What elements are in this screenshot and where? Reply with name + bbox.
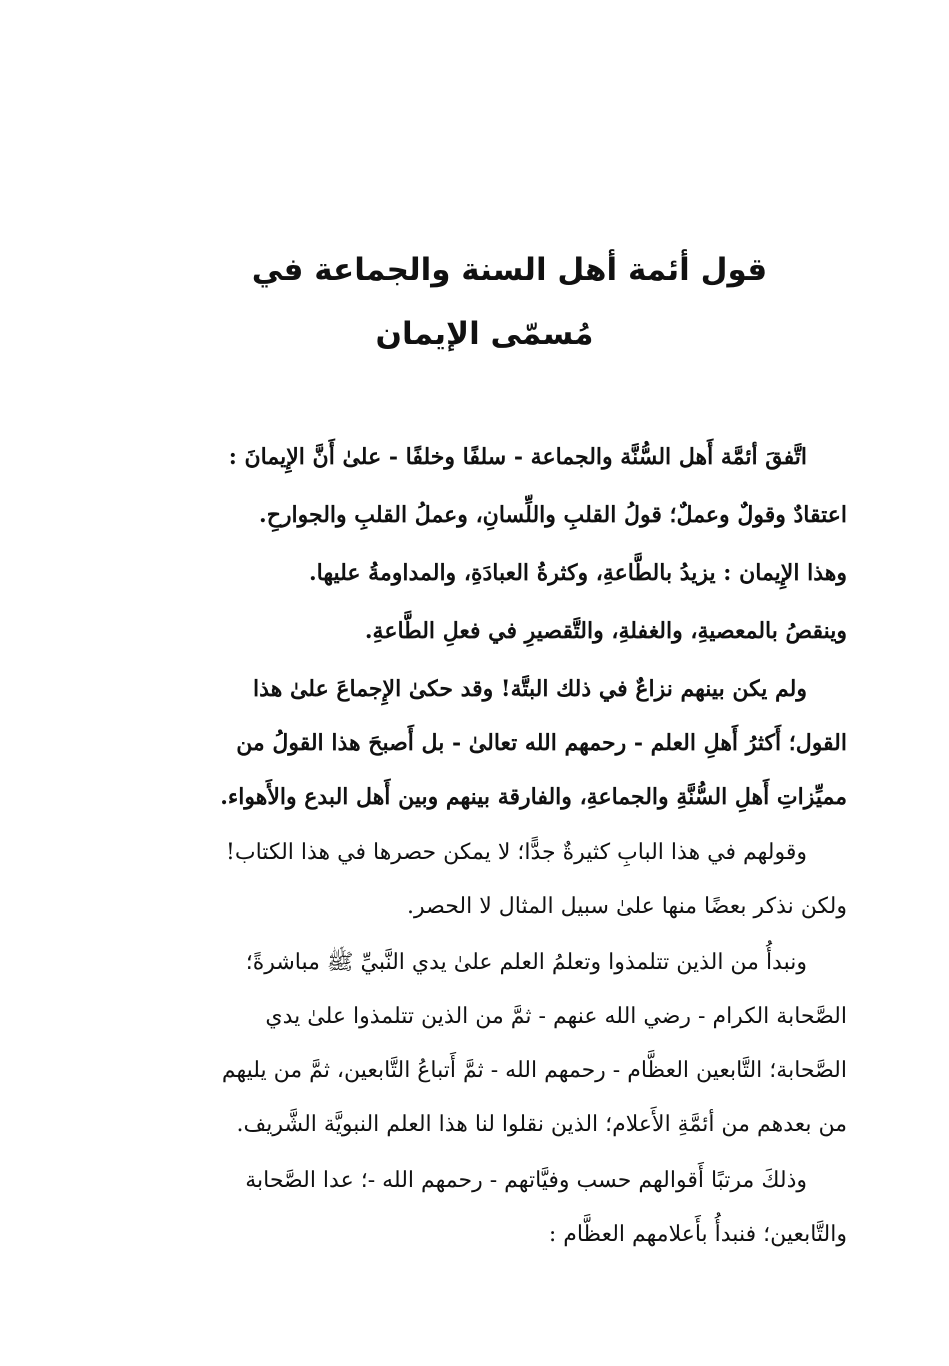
paragraph-line: الصَّحابة الكرام - رضي الله عنهم - ثمَّ من الذين تتلمذوا علىٰ يدي (265, 1004, 847, 1029)
paragraph-line: اعتقادٌ وقولٌ وعملٌ؛ قولُ القلبِ واللِّسانِ، وعملُ القلبِ والجوارحِ. (259, 502, 847, 528)
paragraph-line: وهذا الإِيمان : يزيدُ بالطَّاعةِ، وكثرةُ العبادَةِ، والمداومةُ عليها. (308, 560, 847, 586)
paragraph-4 (175, 936, 847, 1152)
title-line-2: مُسمّى الإيمان (375, 316, 594, 352)
chapter-title (150, 238, 799, 366)
paragraph-line: القول؛ أَكثرُ أَهلِ العلم - رحمهم الله تعالىٰ - بل أَصبحَ هذا القولُ من (236, 730, 847, 756)
paragraph-1 (175, 428, 847, 660)
title-line-1: قول أئمة أهل السنة والجماعة في (251, 252, 768, 288)
paragraph-line: من بعدهم من أئمَّةِ الأَعلام؛ الذين نقلوا لنا هذا العلم النبويَّة الشَّريف. (236, 1112, 847, 1137)
paragraph-line: والتَّابعين؛ فنبدأُ بأَعلامهم العظَّام : (548, 1222, 847, 1247)
paragraph-2 (175, 662, 847, 824)
paragraph-line: اتَّفقَ أئمَّة أَهل السُّنَّة والجماعة - سلفًا وخلفًا - علىٰ أَنَّ الإِيمانَ : (228, 444, 807, 470)
paragraph-line: الصَّحابة؛ التَّابعين العظَّام - رحمهم الله - ثمَّ أَتباعُ التَّابعين، ثمَّ من يليهم (221, 1058, 847, 1083)
paragraph-line: ونبدأُ من الذين تتلمذوا وتعلمُ العلم علىٰ يدي النَّبيِّ ﷺ مباشرةً؛ (245, 950, 807, 975)
paragraph-line: ولكن نذكر بعضًا منها علىٰ سبيل المثال لا الحصر. (407, 894, 847, 919)
body-text (175, 428, 847, 1262)
paragraph-line: وينقصُ بالمعصيةِ، والغفلةِ، والتَّقصيرِ في فعلِ الطَّاعةِ. (364, 618, 847, 644)
paragraph-line: مميِّزاتِ أَهلِ السُّنَّةِ والجماعةِ، والفارقة بينهم وبين أَهل البدع والأَهواء. (220, 784, 847, 810)
paragraph-line: وقولهم في هذا البابِ كثيرةٌ جدًّا؛ لا يمكن حصرها في هذا الكتاب! (226, 840, 807, 865)
paragraph-line: ولم يكن بينهم نزاعٌ في ذلك البتَّة! وقد حكىٰ الإِجماعَ علىٰ هذا (253, 676, 807, 702)
paragraph-line: وذلكَ مرتبًا أَقوالهم حسب وفيَّاتهم - رحمهم الله -؛ عدا الصَّحابة (245, 1168, 807, 1193)
paragraph-3 (175, 826, 847, 934)
paragraph-5 (175, 1154, 847, 1262)
